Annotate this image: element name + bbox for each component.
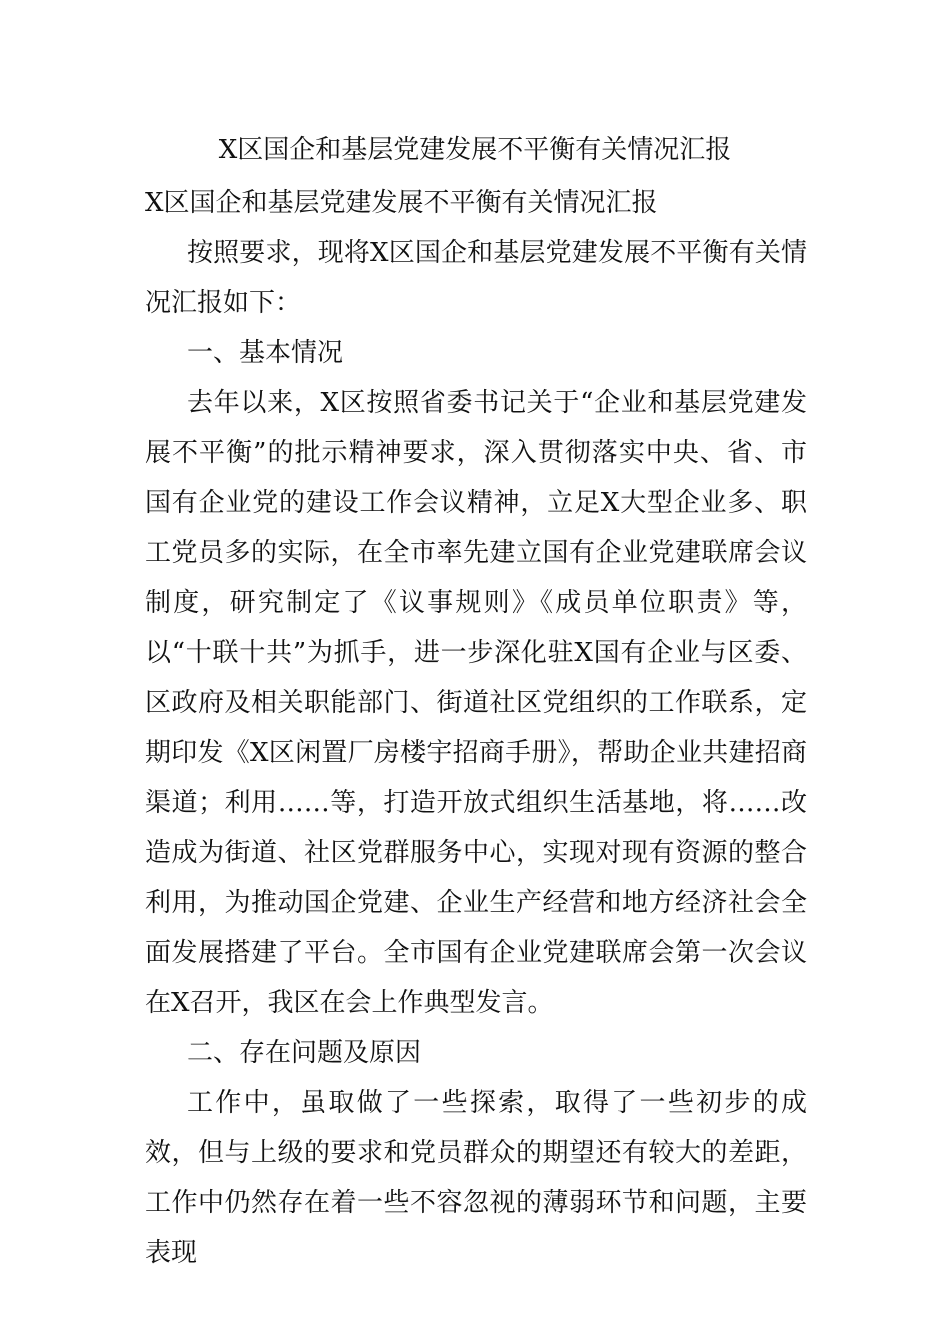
document-title: X区国企和基层党建发展不平衡有关情况汇报 (218, 135, 732, 165)
intro-paragraph: 按照要求，现将X区国企和基层党建发展不平衡有关情况汇报如下： (145, 238, 807, 318)
document-body (145, 178, 807, 1278)
section-heading-problems: 二、存在问题及原因 (187, 1038, 422, 1068)
problems-paragraph: 工作中，虽取做了一些探索，取得了一些初步的成效，但与上级的要求和党员群众的期望还有较大的差距，工作中仍然存在着一些不容忽视的薄弱环节和问题，主要表现 (145, 1088, 807, 1268)
section-heading-basic-situation: 一、基本情况 (187, 338, 344, 368)
document-subtitle: X区国企和基层党建发展不平衡有关情况汇报 (145, 188, 658, 218)
basic-situation-paragraph: 去年以来，X区按照省委书记关于“企业和基层党建发展不平衡”的批示精神要求，深入贯彻落实中央、省、市国有企业党的建设工作会议精神，立足X大型企业多、职工党员多的实际，在全市率先建立国有企业党建联席会议制度，研究制定了《议事规则》《成员单位职责》等，以“十联十共”为抓手，进一步深化驻X国有企业与区委、区政府及相关职能部门、街道社区党组织的工作联系，定期印发《X区闲置厂房楼宇招商手册》，帮助企业共建招商渠道；利用……等，打造开放式组织生活基地，将……改造成为街道、社区党群服务中心，实现对现有资源的整合利用，为推动国企党建、企业生产经营和地方经济社会全面发展搭建了平台。全市国有企业党建联席会第一次会议在X召开，我区在会上作典型发言。 (145, 388, 807, 1018)
